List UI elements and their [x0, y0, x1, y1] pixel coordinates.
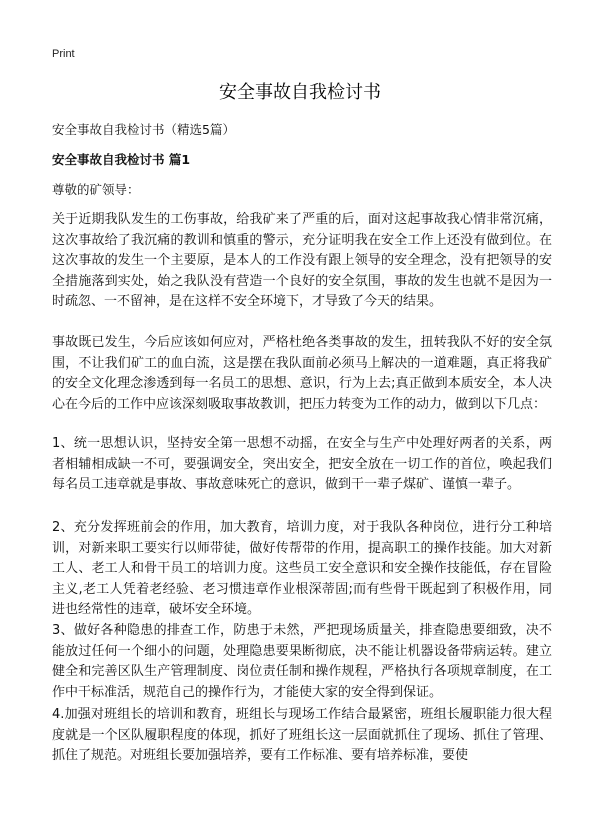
- document-title: 安全事故自我检讨书: [219, 82, 381, 103]
- body-paragraph-2: 事故既已发生，今后应该如何应对，严格杜绝各类事故的发生，扭转我队不好的安全氛围，不让我们矿工的血白流，这是摆在我队面前必须马上解决的一道难题，真正将我矿的安全文化理念渗透到每一名员工的思想、意识，行为上去;真正做到本质安全，本人决心在今后的工作中应该深刻吸取事故教训，把压力转变为工作的动力，做到以下几点：: [52, 335, 552, 412]
- body-paragraph-4: 2、充分发挥班前会的作用，加大教育，培训力度，对于我队各种岗位，进行分工种培训，对新来职工要实行以师带徒，做好传帮带的作用，提高职工的操作技能。加大对新工人、老工人和骨干员工的培训力度。这些员工安全意识和安全操作技能低，存在冒险主义,老工人凭着老经验、老习惯违章作业根深蒂固;而有些骨干既起到了积极作用，同进也经常性的违章，破坏安全环境。: [52, 520, 552, 617]
- body-paragraph-1: 关于近期我队发生的工伤事故，给我矿来了严重的后，面对这起事故我心情非常沉痛，这次事故给了我沉痛的教训和慎重的警示，充分证明我在安全工作上还没有做到位。在这次事故的发生一个主要原，是本人的工作没有跟上领导的安全理念，没有把领导的安全措施落到实处，始之我队没有营造一个良好的安全氛围，事故的发生也就不是因为一时疏忽、一不留神，是在这样不安全环境下，才导致了今天的结果。: [52, 212, 552, 309]
- salutation: 尊敬的矿领导：: [52, 182, 140, 197]
- body-paragraph-5: 3、做好各种隐患的排查工作，防患于未然，严把现场质量关，排查隐患要细致，决不能放过任何一个细小的问题，处理隐患要果断彻底，决不能让机器设备带病运转。建立健全和完善区队生产管理制度、岗位责任制和操作规程，严格执行各项规章制度，在工作中干标准活，规范自己的操作行为，才能使大家的安全得到保证。: [52, 623, 552, 700]
- document-subtitle: 安全事故自我检讨书（精选5篇）: [52, 122, 235, 137]
- section-heading: 安全事故自我检讨书 篇1: [52, 152, 191, 167]
- print-link[interactable]: Print: [52, 48, 75, 60]
- body-paragraph-6: 4.加强对班组长的培训和教育，班组长与现场工作结合最紧密，班组长履职能力很大程度就是一个区队履职程度的体现，抓好了班组长这一层面就抓住了现场、抓住了管理、抓住了规范。对班组长要加强培养，要有工作标准、要有培养标准，要使: [52, 707, 552, 763]
- body-paragraph-3: 1、统一思想认识，坚持安全第一思想不动摇，在安全与生产中处理好两者的关系，两者相辅相成缺一不可，要强调安全，突出安全，把安全放在一切工作的首位，唤起我们每名员工违章就是事故、事故意味死亡的意识，做到干一辈子煤矿、谨慎一辈子。: [52, 436, 552, 492]
